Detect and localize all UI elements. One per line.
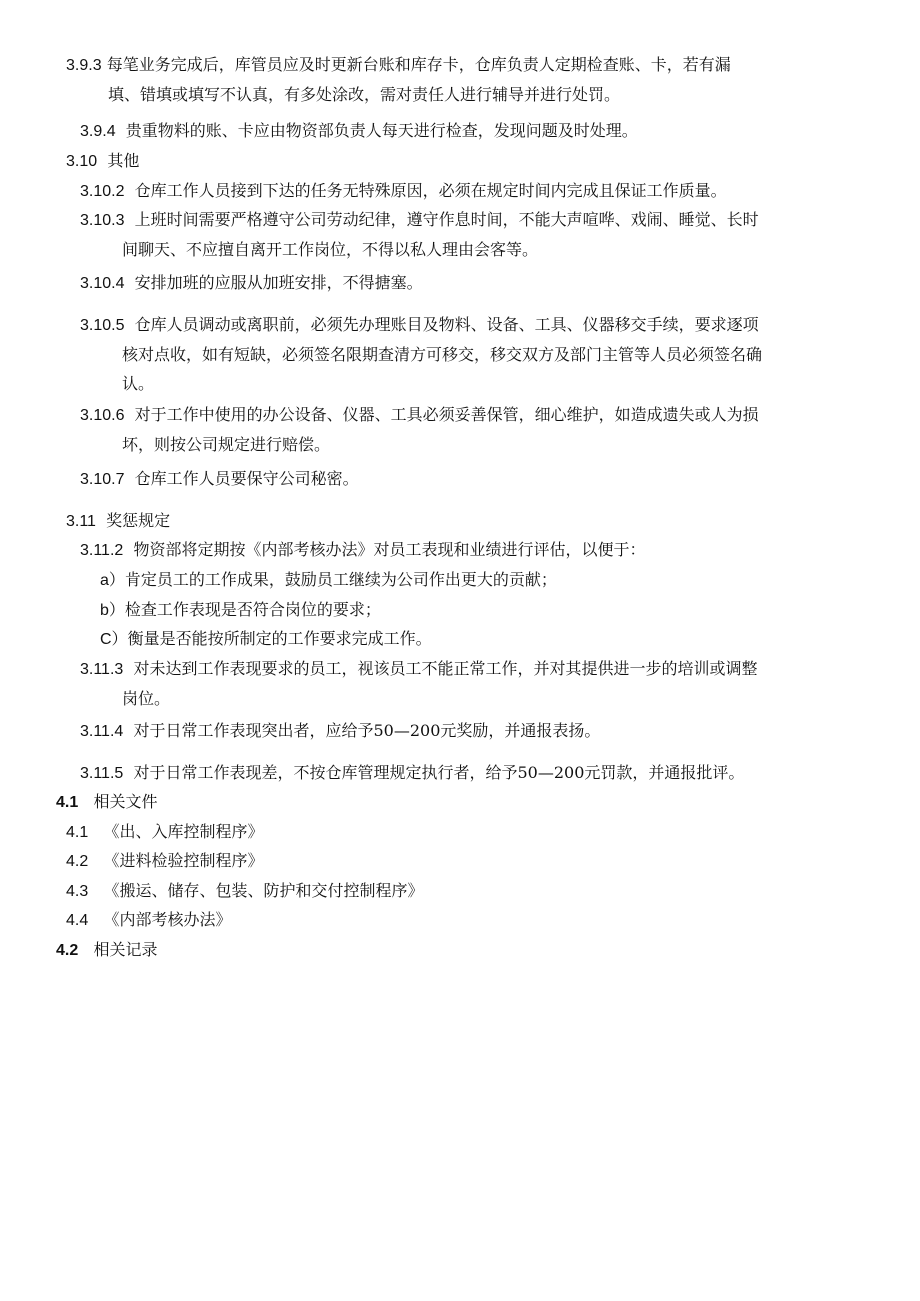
clause-text-cont: 核对点收，如有短缺，必须签名限期查清方可移交，移交双方及部门主管等人员必须签名确 bbox=[122, 345, 763, 364]
clause-3-10-7 bbox=[80, 464, 359, 494]
clause-number: 3.10.5 bbox=[80, 317, 125, 334]
ref-number: 4.4 bbox=[66, 912, 89, 929]
clause-text: 每笔业务完成后，库管员应及时更新台账和库存卡，仓库负责人定期检查账、卡，若有漏 bbox=[106, 55, 731, 74]
doc-ref-4-1 bbox=[66, 817, 264, 847]
clause-number: 3.10.7 bbox=[80, 471, 125, 488]
clause-3-9-4 bbox=[80, 116, 638, 146]
clause-text: 物资部将定期按《内部考核办法》对员工表现和业绩进行评估，以便于： bbox=[133, 540, 646, 559]
clause-text-cont: 认。 bbox=[122, 374, 155, 393]
list-text: 检查工作表现是否符合岗位的要求； bbox=[124, 600, 381, 619]
clause-3-11-3 bbox=[80, 654, 757, 713]
clause-text: 仓库人员调动或离职前，必须先办理账目及物料、设备、工具、仪器移交手续，要求逐项 bbox=[134, 315, 759, 334]
list-text: 肯定员工的工作成果，鼓励员工继续为公司作出更大的贡献； bbox=[124, 570, 557, 589]
section-3-10 bbox=[66, 146, 139, 176]
clause-3-11-2 bbox=[80, 535, 645, 565]
clause-text: 对于日常工作表现差，不按仓库管理规定执行者，给予50—200元罚款，并通报批评。 bbox=[133, 763, 745, 782]
ref-number: 4.1 bbox=[66, 824, 89, 841]
list-item-b bbox=[100, 595, 381, 625]
clause-text: 对于工作中使用的办公设备、仪器、工具必须妥善保管，细心维护，如造成遗失或人为损 bbox=[134, 405, 759, 424]
clause-text-cont: 坏，则按公司规定进行赔偿。 bbox=[122, 435, 331, 454]
clause-number: 3.9.4 bbox=[80, 123, 116, 140]
clause-text-cont: 岗位。 bbox=[122, 689, 171, 708]
clause-text-cont: 间聊天、不应擅自离开工作岗位，不得以私人理由会客等。 bbox=[122, 240, 539, 259]
clause-3-11-5 bbox=[80, 758, 744, 788]
clause-number: 3.11.2 bbox=[80, 542, 124, 559]
list-marker: b） bbox=[100, 602, 125, 619]
clause-text: 对未达到工作表现要求的员工，视该员工不能正常工作，并对其提供进一步的培训或调整 bbox=[133, 659, 758, 678]
clause-3-10-6 bbox=[80, 400, 759, 459]
clause-number: 3.10.4 bbox=[80, 275, 125, 292]
clause-text-cont: 填、错填或填写不认真，有多处涂改，需对责任人进行辅导并进行处罚。 bbox=[108, 85, 621, 104]
ref-number: 4.3 bbox=[66, 883, 89, 900]
section-number: 3.11 bbox=[66, 513, 96, 530]
clause-3-9-3 bbox=[66, 50, 731, 109]
clause-text: 上班时间需要严格遵守公司劳动纪律，遵守作息时间，不能大声喧哗、戏闹、睡觉、长时 bbox=[134, 210, 759, 229]
ref-number: 4.2 bbox=[66, 853, 89, 870]
list-item-c bbox=[100, 624, 432, 654]
clause-text: 安排加班的应服从加班安排，不得搪塞。 bbox=[134, 273, 423, 292]
section-number: 3.10 bbox=[66, 153, 98, 170]
clause-number: 3.10.6 bbox=[80, 407, 125, 424]
clause-3-10-4 bbox=[80, 268, 423, 298]
list-item-a bbox=[100, 565, 557, 595]
ref-title: 《进料检验控制程序》 bbox=[103, 851, 264, 870]
section-3-11 bbox=[66, 506, 170, 536]
list-marker: C） bbox=[100, 631, 128, 648]
section-4-2 bbox=[56, 935, 158, 965]
list-marker: a） bbox=[100, 572, 125, 589]
clause-text: 仓库工作人员接到下达的任务无特殊原因，必须在规定时间内完成且保证工作质量。 bbox=[134, 181, 727, 200]
doc-ref-4-2 bbox=[66, 846, 264, 876]
clause-text: 对于日常工作表现突出者，应给予50—200元奖励，并通报表扬。 bbox=[133, 721, 601, 740]
section-number: 4.2 bbox=[56, 942, 79, 959]
clause-number: 3.10.2 bbox=[80, 183, 125, 200]
ref-title: 《搬运、储存、包装、防护和交付控制程序》 bbox=[103, 881, 424, 900]
clause-text: 贵重物料的账、卡应由物资部负责人每天进行检查，发现问题及时处理。 bbox=[125, 121, 638, 140]
doc-ref-4-4 bbox=[66, 905, 232, 935]
clause-text: 仓库工作人员要保守公司秘密。 bbox=[134, 469, 359, 488]
section-title: 相关记录 bbox=[93, 940, 158, 959]
section-4-1 bbox=[56, 787, 158, 817]
clause-number: 3.11.3 bbox=[80, 661, 124, 678]
section-title: 其他 bbox=[107, 151, 140, 170]
clause-number: 3.10.3 bbox=[80, 212, 125, 229]
doc-ref-4-3 bbox=[66, 876, 424, 906]
section-title: 相关文件 bbox=[93, 792, 158, 811]
clause-number: 3.11.4 bbox=[80, 723, 124, 740]
clause-3-11-4 bbox=[80, 716, 600, 746]
list-text: 衡量是否能按所制定的工作要求完成工作。 bbox=[127, 629, 432, 648]
ref-title: 《内部考核办法》 bbox=[103, 910, 232, 929]
clause-number: 3.11.5 bbox=[80, 765, 124, 782]
clause-3-10-2 bbox=[80, 176, 727, 206]
clause-3-10-5 bbox=[80, 310, 762, 398]
ref-title: 《出、入库控制程序》 bbox=[103, 822, 264, 841]
section-number: 4.1 bbox=[56, 794, 79, 811]
clause-number: 3.9.3 bbox=[66, 57, 102, 74]
section-title: 奖惩规定 bbox=[106, 511, 171, 530]
clause-3-10-3 bbox=[80, 205, 759, 264]
